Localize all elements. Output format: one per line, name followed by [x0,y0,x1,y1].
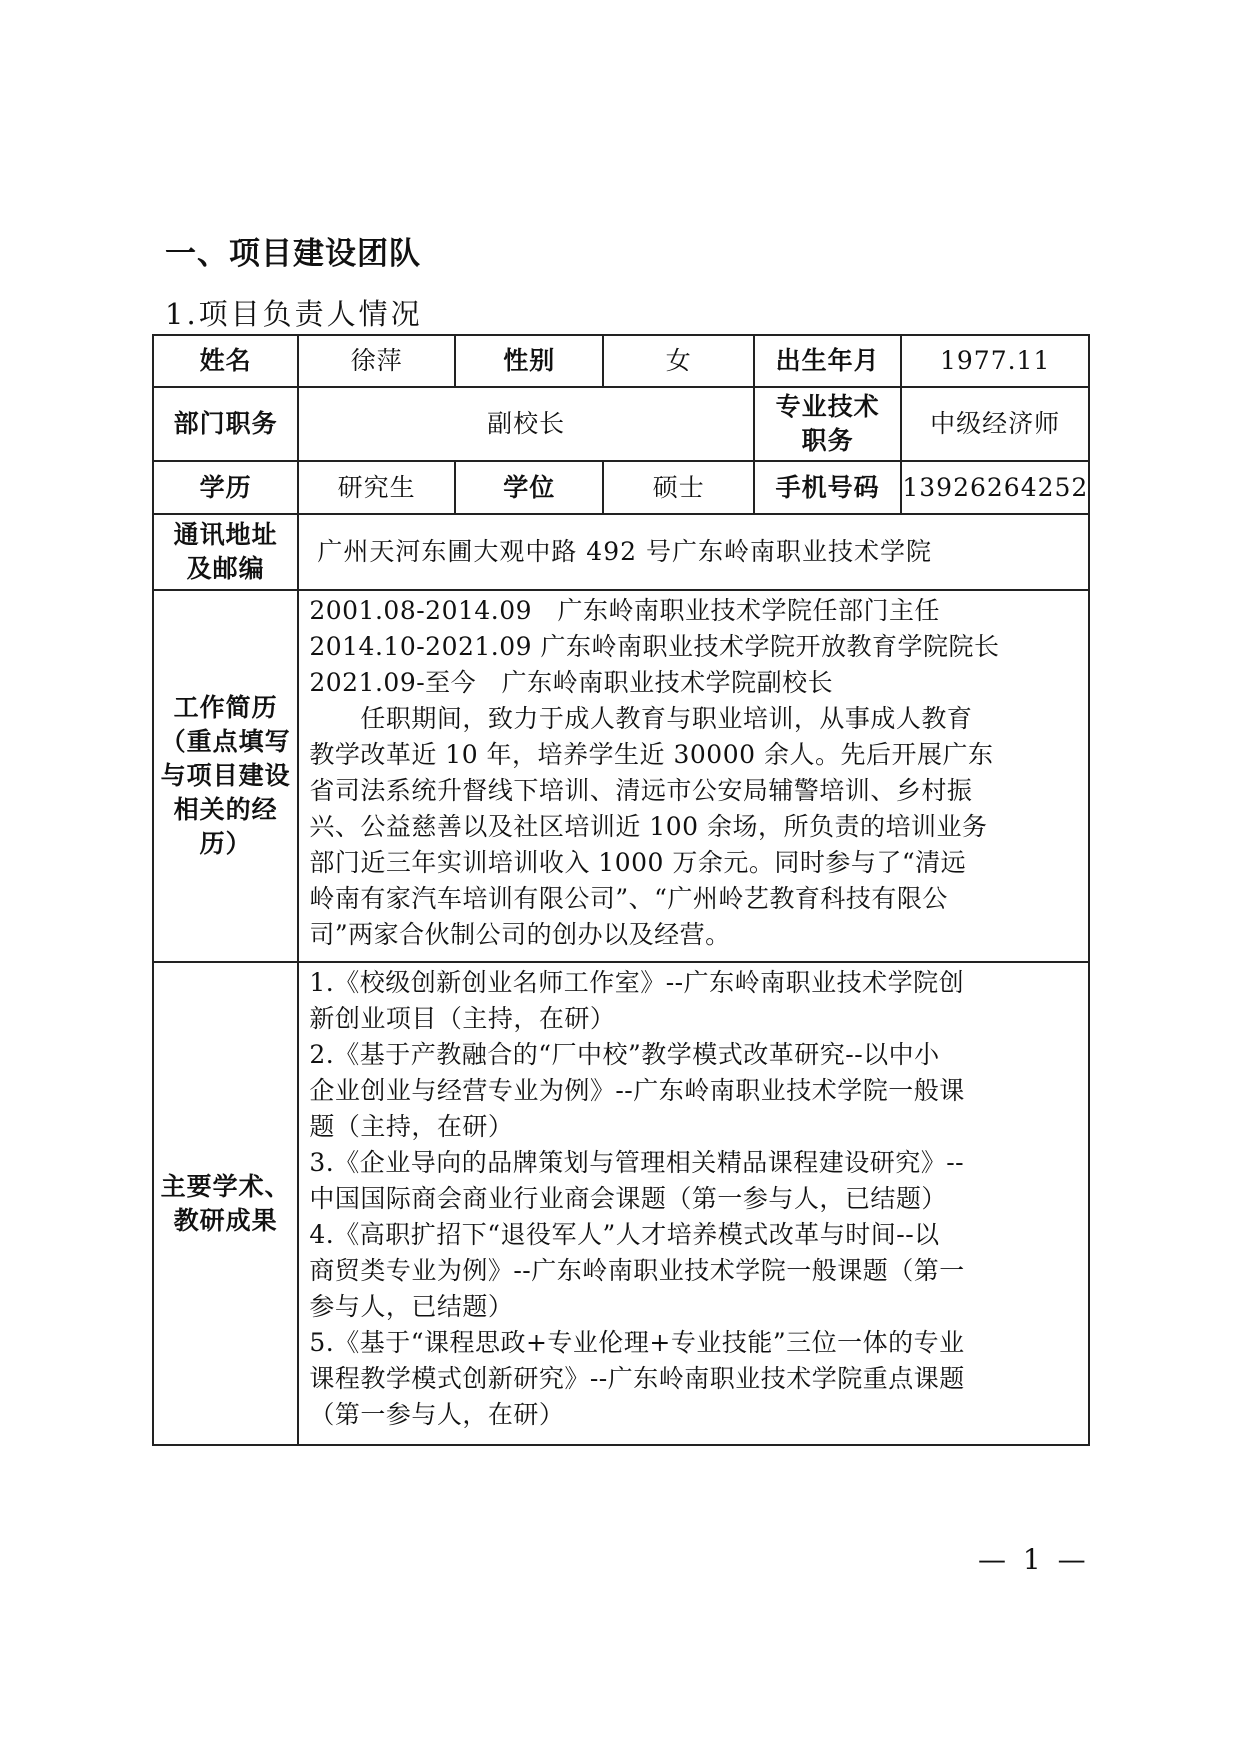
address-label [153,514,298,590]
education-value: 研究生 [298,461,455,514]
address-value: 广州天河东圃大观中路 492 号广东岭南职业技术学院 [298,514,1089,590]
work-line: 兴、公益慈善以及社区培训近 100 余场，所负责的培训业务 [309,812,988,841]
work-line: 2001.08-2014.09 广东岭南职业技术学院任部门主任 [309,596,941,625]
achieve-line: 1.《校级创新创业名师工作室》--广东岭南职业技术学院创 [309,968,965,997]
gender-value: 女 [603,335,754,387]
tech-title-label-line2: 职务 [801,426,854,455]
work-line: 司”两家合伙制公司的创办以及经营。 [309,920,731,949]
name-value: 徐萍 [298,335,455,387]
tech-title-label [754,387,901,461]
work-label-line: （重点填写 [160,727,291,756]
table-row [153,461,1089,514]
dept-label: 部门职务 [153,387,298,461]
work-line: 教学改革近 10 年，培养学生近 30000 余人。先后开展广东 [309,740,994,769]
achieve-line: 2.《基于产教融合的“厂中校”教学模式改革研究--以中小 [309,1040,940,1069]
work-line: 2014.10-2021.09 广东岭南职业技术学院开放教育学院院长 [309,632,1000,661]
name-label: 姓名 [153,335,298,387]
tech-title-label-line1: 专业技术 [775,392,880,421]
page-number: — 1 — [978,1543,1090,1576]
section-heading: 一、项目建设团队 [165,236,421,272]
work-history-content [298,590,1089,962]
birth-label: 出生年月 [754,335,901,387]
achieve-label-line: 主要学术、 [160,1171,291,1201]
work-label-line: 相关的经 [173,795,278,824]
achieve-line: 参与人，已结题） [309,1292,514,1321]
dept-value: 副校长 [298,387,754,461]
achievements-content [298,962,1089,1445]
table-row [153,514,1089,590]
work-line: 岭南有家汽车培训有限公司”、“广州岭艺教育科技有限公 [309,884,948,913]
gender-label: 性别 [455,335,603,387]
subsection-heading: 1.项目负责人情况 [165,297,423,331]
work-line: 2021.09-至今 广东岭南职业技术学院副校长 [309,668,834,697]
degree-label: 学位 [455,461,603,514]
degree-value: 硕士 [603,461,754,514]
table-row [153,962,1089,1445]
work-line: 任职期间，致力于成人教育与职业培训，从事成人教育 [309,704,973,733]
phone-label: 手机号码 [754,461,901,514]
work-label-line: 工作简历 [173,693,278,722]
table-row [153,387,1089,461]
achieve-line: 商贸类专业为例》--广东岭南职业技术学院一般课题（第一 [309,1256,965,1285]
achieve-line: 4.《高职扩招下“退役军人”人才培养模式改革与时间--以 [309,1220,940,1249]
work-line: 省司法系统升督线下培训、清远市公安局辅警培训、乡村振 [309,776,973,805]
tech-title-value: 中级经济师 [901,387,1089,461]
achieve-line: 企业创业与经营专业为例》--广东岭南职业技术学院一般课 [309,1076,965,1105]
phone-value: 13926264252 [901,461,1089,514]
address-label-line1: 通讯地址 [173,520,278,549]
table-row [153,590,1089,962]
achievements-label [153,962,298,1445]
birth-value: 1977.11 [901,335,1089,387]
achieve-line: 3.《企业导向的品牌策划与管理相关精品课程建设研究》-- [309,1148,965,1177]
achieve-line: 新创业项目（主持，在研） [309,1004,616,1033]
address-label-line2: 及邮编 [186,554,265,583]
achieve-label-line: 教研成果 [173,1205,278,1235]
work-label-line: 与项目建设 [160,761,291,790]
achieve-line: 中国国际商会商业行业商会课题（第一参与人，已结题） [309,1184,947,1213]
achieve-line: 5.《基于“课程思政+专业伦理+专业技能”三位一体的专业 [309,1328,965,1357]
achieve-line: （第一参与人，在研） [309,1400,565,1429]
achieve-line: 课程教学模式创新研究》--广东岭南职业技术学院重点课题 [309,1364,965,1393]
work-history-label [153,590,298,962]
table-row [153,335,1089,387]
achieve-line: 题（主持，在研） [309,1112,514,1141]
project-leader-table [152,334,1090,1446]
work-label-line: 历） [199,829,252,858]
work-line: 部门近三年实训培训收入 1000 万余元。同时参与了“清远 [309,848,967,877]
education-label: 学历 [153,461,298,514]
